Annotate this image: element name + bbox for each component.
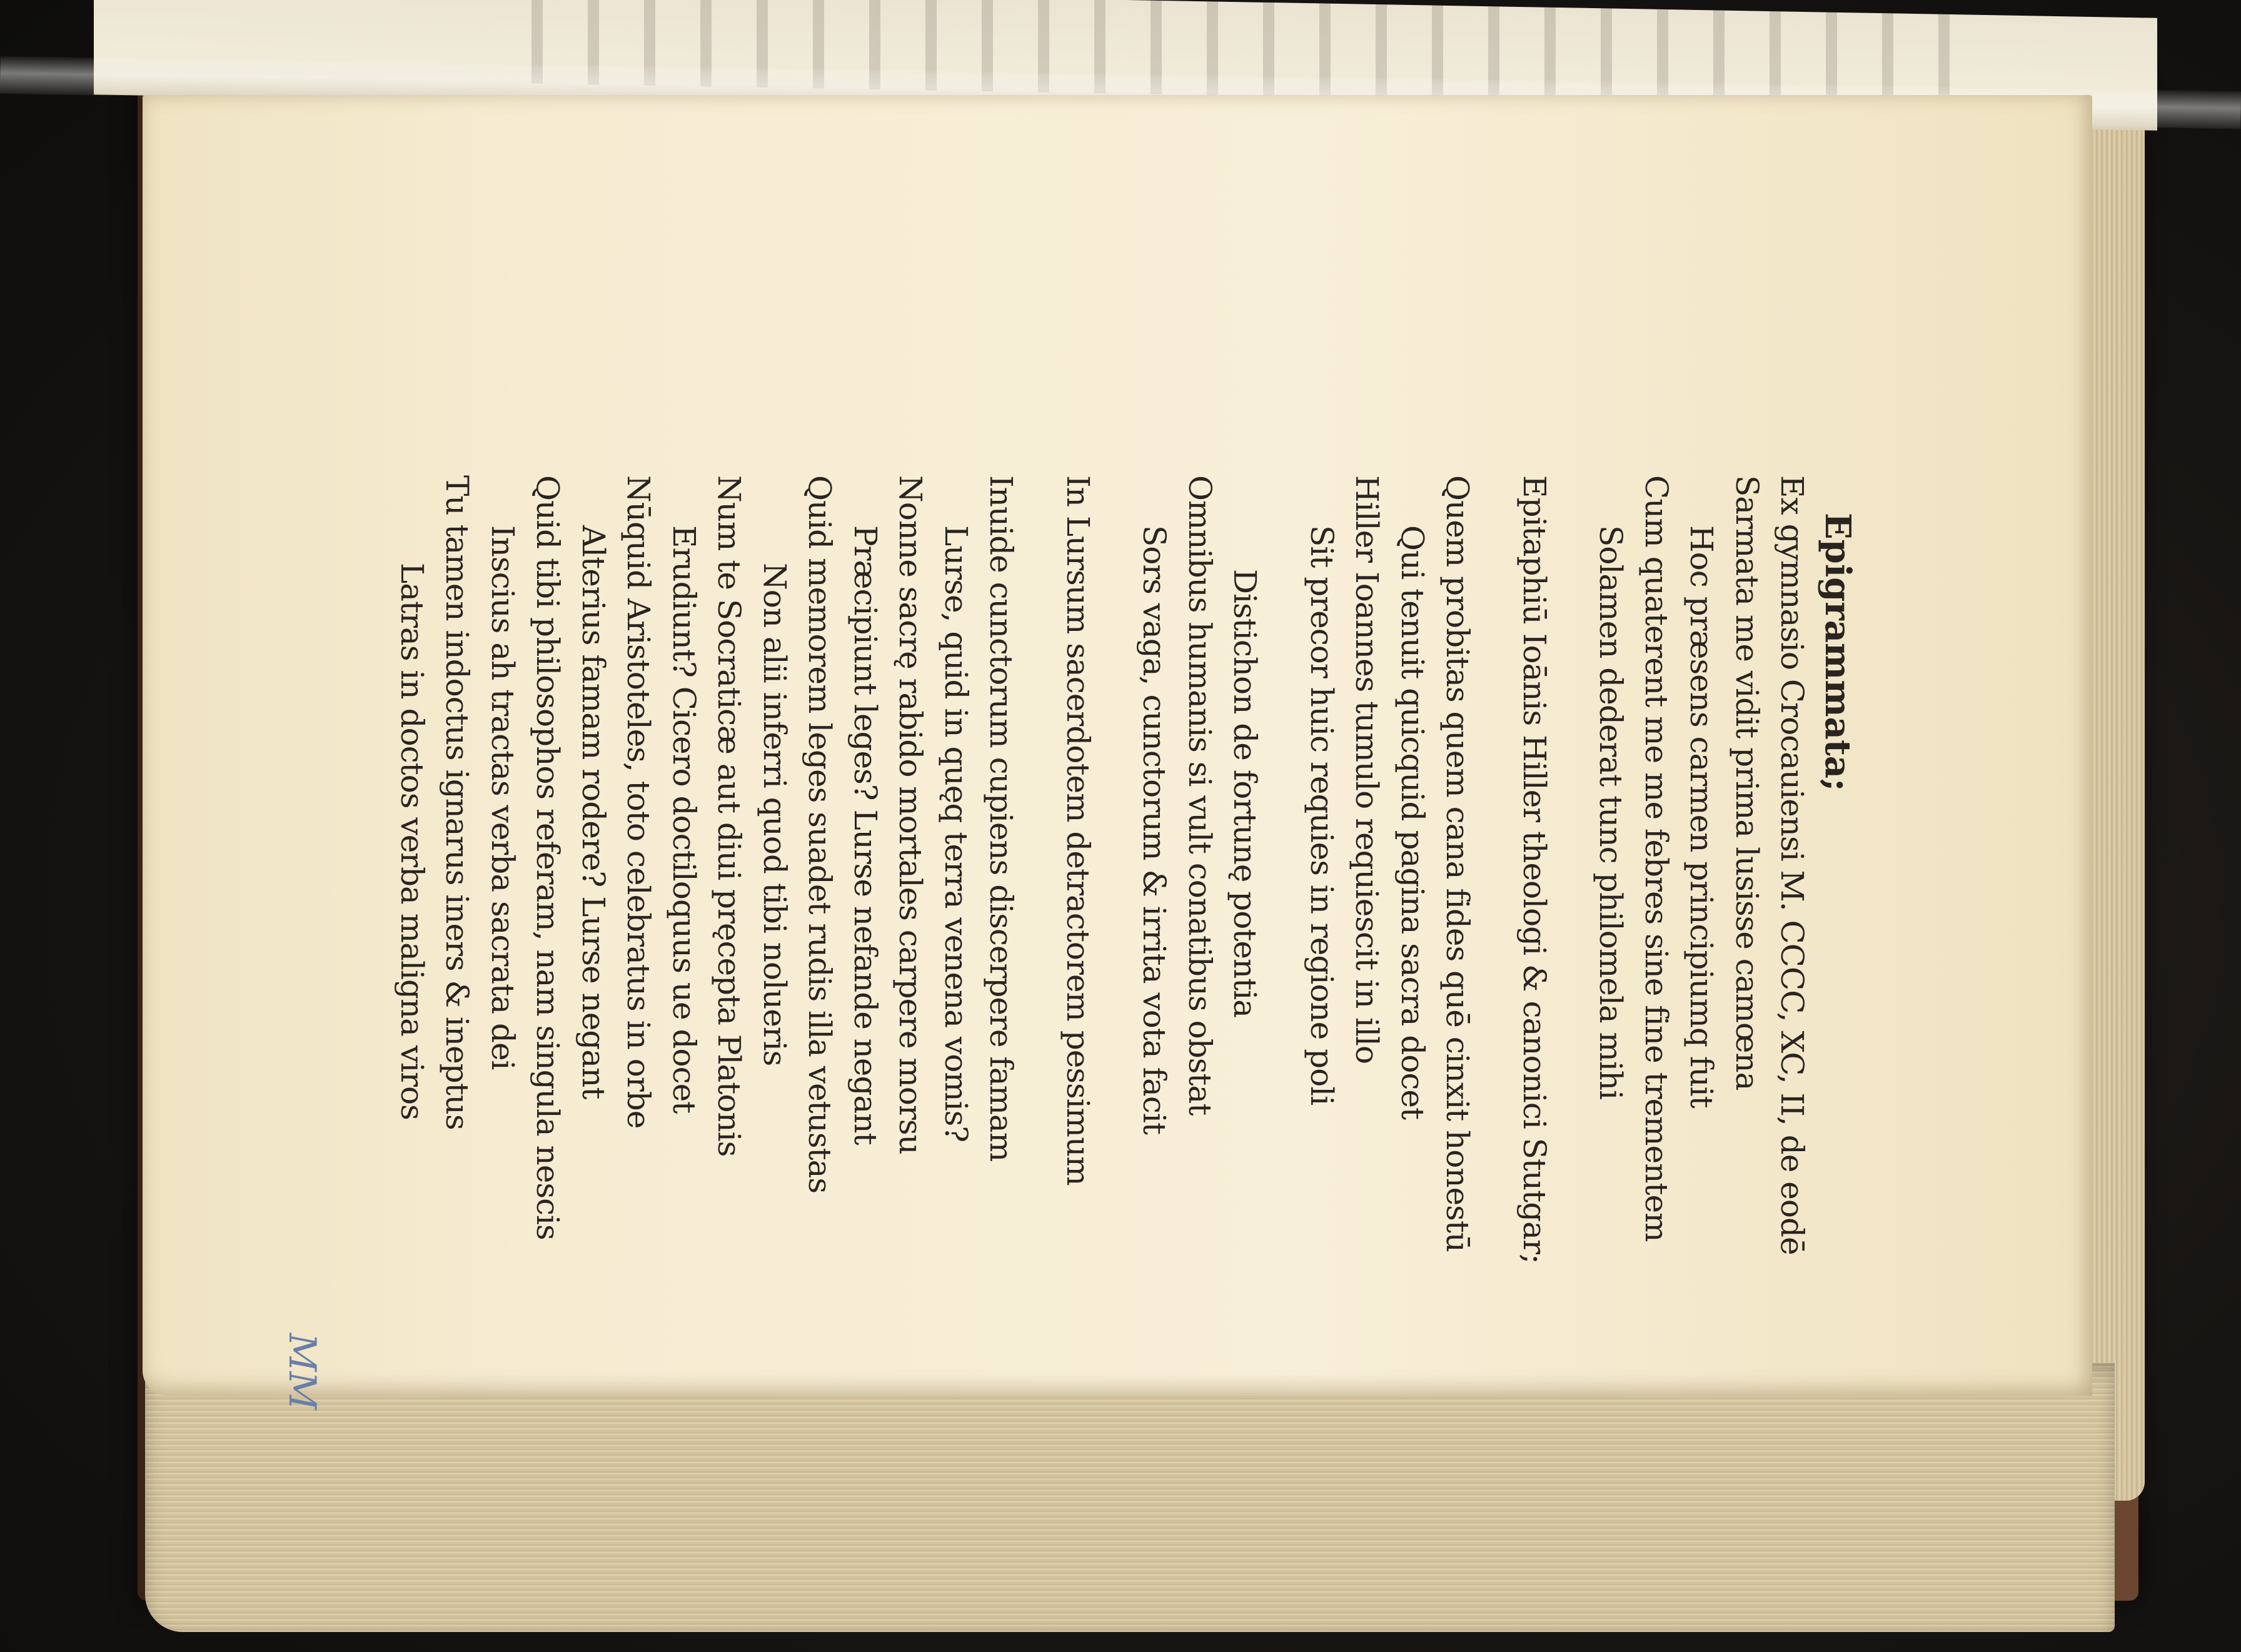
heading-distichon: Distichon de fortunę potentia <box>1227 569 1264 1018</box>
verse-line: Qui tenuit quicquid pagina sacra docet <box>1394 525 1431 1120</box>
verse-line: Solamen dederat tunc philomela mihi <box>1593 525 1629 1100</box>
section-gap <box>1268 475 1299 1413</box>
verse-line: Sit precor huic requies in regione poli <box>1304 525 1340 1106</box>
verse-line: Lurse, quid in quęq terra venena vomis? <box>938 525 974 1142</box>
heading-gymnasio: Ex gymnasio Crocauiensi M. CCCC, XC, II, de eodē <box>1774 475 1811 1255</box>
verse-line: Latras in doctos verba maligna viros <box>394 563 430 1120</box>
verse-line: Hoc præsens carmen principiumq fuit <box>1683 525 1720 1108</box>
verse-line: Omnibus humanis si vult conatibus obstat <box>1182 475 1218 1116</box>
heading-epitaphium: Epitaphiū Ioānis Hiller theologi & canonici Stutgar; <box>1516 475 1553 1264</box>
verse-line: Nonne sacrę rabido mortales carpere morsu <box>892 475 929 1154</box>
section-gap <box>1100 475 1132 1413</box>
verse-line: Erudiunt? Cicero doctiloquus ue docet <box>666 525 702 1114</box>
page-text <box>390 475 1861 1413</box>
verse-line: Inuide cunctorum cupiens discerpere famam <box>983 475 1020 1162</box>
section-gap <box>1024 475 1055 1413</box>
heading-lursum: In Lursum sacerdotem detractorem pessimum <box>1060 475 1096 1186</box>
page-title: Epigrammata; <box>1817 513 1858 792</box>
verse-line: Hiller Ioannes tumulo requiescit in illo <box>1349 475 1386 1064</box>
verse-line: Sarmata me vidit prima lusisse camœna <box>1729 475 1765 1090</box>
marginalia-note: MM <box>280 1333 324 1410</box>
verse-line: Num te Socraticæ aut diui pręcepta Platonis <box>711 475 748 1157</box>
verse-line: Quid tibi philosophos referam, nam singula nescis <box>530 475 567 1240</box>
section-gap <box>1481 475 1512 1413</box>
verse-line: Non alii inferri quod tibi nolueris <box>757 563 793 1066</box>
verse-line: Quem probitas quem cana fides quē cinxit honestū <box>1439 475 1476 1252</box>
verse-line: Sors vaga, cunctorum & irrita vota facit <box>1136 525 1173 1135</box>
verse-line: Tu tamen indoctus ignarus iners & ineptus <box>439 475 476 1130</box>
verse-line: Quid memorem leges suadet rudis illa vetustas <box>802 475 838 1194</box>
verse-line: Inscius ah tractas verba sacrata dei <box>485 525 521 1070</box>
section-gap <box>1557 475 1588 1413</box>
verse-line: Alterius famam rodere? Lurse negant <box>575 525 612 1099</box>
verse-line: Nūquid Aristoteles, toto celebratus in orbe <box>620 475 657 1129</box>
verse-line: Præcipiunt leges? Lurse nefande negant <box>847 525 884 1145</box>
verse-line: Cum quaterent me me febres sine fine trementem <box>1638 475 1674 1242</box>
